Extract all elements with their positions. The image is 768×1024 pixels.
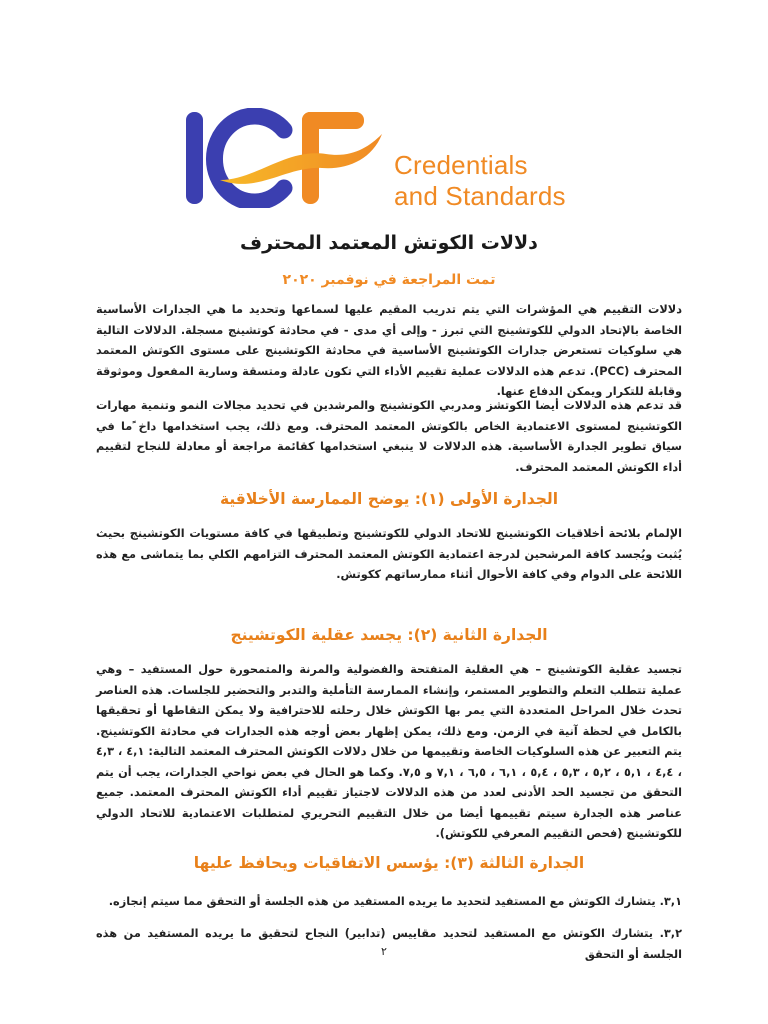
list-item-3-1: ٣,١. يتشارك الكوتش مع المستفيد لتحديد ما يريده المستفيد من هذه الجلسة أو التحقق مما سيتم إنجازه. xyxy=(108,895,682,908)
intro-paragraph-2: قد تدعم هذه الدلالات أيضا الكوتشز ومدربي الكوتشينج والمرشدين في تحديد مجالات النمو وتنمية مهارات الكوتشينج لمستوى الاعتمادية الخاص بالكوتش المعتمد المحترف. ومع ذلك، يجب استخدامها داخ ًما في سياق تطوير الجدارة الأساسية. هذه الدلالات لا ينبغي استخدامها كقائمة مراجعة أو معادلة للنجاح لتقييم أداء الكوتش المعتمد المحترف. xyxy=(96,399,682,474)
page-number: ٢ xyxy=(381,945,387,958)
logo-line-credentials: Credentials xyxy=(394,150,528,180)
logo-line-standards: and Standards xyxy=(394,181,566,211)
icf-logo xyxy=(186,108,606,211)
competency-1-heading: الجدارة الأولى (١): يوضح الممارسة الأخلاقية xyxy=(219,490,559,508)
competency-1-text: الإلمام بلائحة أخلاقيات الكوتشينج للاتحاد الدولي للكوتشينج وتطبيقها في كافة مستويات الكوتشينج بحيث يُثبت ويُجسد كافة المرشحين لدرجة اعتمادية الكوتش المعتمد المحترف التزامهم الكلي بما يتماشى مع هذه اللائحة على الدوام وفي كافة الأحوال أثناء ممارساتهم ككوتش. xyxy=(96,527,682,581)
intro-paragraph-1: دلالات التقييم هي المؤشرات التي يتم تدريب المقيم عليها لسماعها وتحديد ما هي الجدارات الأساسية الخاصة بالإتحاد الدولي للكوتشينج التي تبرز - وإلى أي مدى - في محادثة كوتشينج مسجلة. الدلالات التالية هي سلوكيات تستعرض جدارات الكوتشينج الأساسية في محادثة الكوتشينج على مستوى الكوتش المعتمد المحترف (PCC). تدعم هذه الدلالات عملية تقييم الأداء التي تكون عادلة ومتسقة وسارية المفعول وموثوقة وقابلة للتكرار ويمكن الدفاع عنها. xyxy=(96,303,683,398)
document-title: دلالات الكوتش المعتمد المحترف xyxy=(240,232,538,254)
list-item-3-2: ٣,٢. يتشارك الكوتش مع المستفيد لتحديد مقاييس (تدابير) النجاح لتحقيق ما يريده المستفيد من هذه الجلسة أو التحقق xyxy=(96,927,682,961)
competency-2-heading: الجدارة الثانية (٢): يجسد عقلية الكوتشينج xyxy=(230,626,548,644)
icf-logo-mark xyxy=(186,108,386,208)
competency-2-text: تجسيد عقلية الكوتشينج – هي العقلية المتفتحة والفضولية والمرنة والمتمحورة حول المستفيد – وهي عملية تتطلب التعلم والتطوير المستمر، وإنشاء الممارسة التأملية والتدبر والتحضير للجلسات. هذه العناصر تحدث خلال المراحل المتعددة التي يمر بها الكوتش خلال رحلته للاحترافية ولا يمكن التقاطها أو تحقيقها بالكامل في لحظة آنية في الزمن. ومع ذلك، يمكن إظهار بعض أوجه هذه الجدارات في محادثة الكوتشينج. يتم التعبير عن هذه السلوكيات الخاصة وتقييمها من خلال دلالات الكوتش المحترف المعتمد التالية: ٤,١ ، ٤,٣ ، ٤,٤ ، ٥,١ ، ٥,٢ ، ٥,٣ ، ٥,٤ ، ٦,١ ، ٦,٥ ، ٧,١ و ٧,٥. وكما هو الحال في بعض نواحي الجدارات، يجب أن يتم التحقق من تجسيد الحد الأدنى لعدد من هذه الدلالات لاجتياز تقييم أداء الكوتش المحترف المعتمد. جميع عناصر هذه الجدارة سيتم تقييمها أيضا من خلال التقييم التحريري لمتطلبات الاعتمادية للاتحاد الدولي للكوتشينج (فحص التقييم المعرفي للكوتش). xyxy=(96,663,682,840)
logo-wordmark xyxy=(394,150,566,212)
revision-date: تمت المراجعة في نوفمبر ٢٠٢٠ xyxy=(282,272,496,288)
competency-3-heading: الجدارة الثالثة (٣): يؤسس الاتفاقيات ويحافظ عليها xyxy=(193,854,585,872)
